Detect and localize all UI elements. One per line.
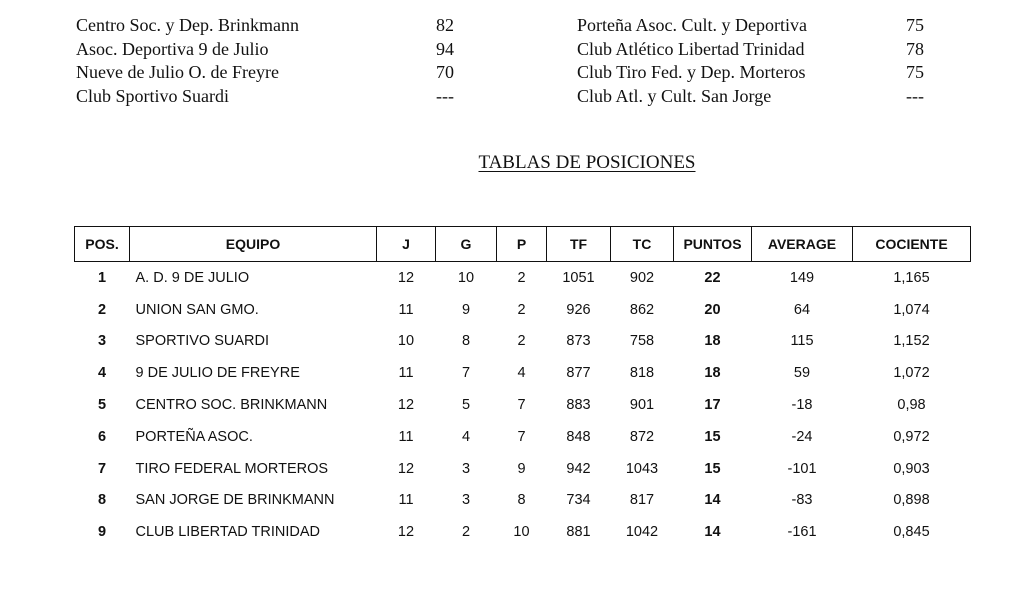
- cell-average: 64: [793, 301, 811, 318]
- cell-pos: 1: [97, 269, 107, 286]
- cell-points-against: 902: [629, 269, 655, 286]
- cell-average: 115: [790, 333, 814, 350]
- cell-pos: 3: [97, 333, 107, 350]
- cell-points: 22: [704, 269, 721, 286]
- cell-quotient: 0,972: [893, 428, 930, 445]
- cell-average: -101: [787, 460, 817, 477]
- cell-points: 15: [704, 460, 721, 477]
- right-score: 75: [906, 15, 924, 35]
- col-header-points: PUNTOS: [674, 227, 752, 262]
- cell-average: -18: [791, 397, 813, 414]
- cell-points-for: 1051: [562, 269, 595, 286]
- cell-lost: 8: [517, 492, 526, 509]
- col-header-won: G: [436, 227, 497, 262]
- cell-points-for: 881: [566, 524, 591, 541]
- cell-points: 15: [704, 428, 721, 445]
- right-team: Club Atl. y Cult. San Jorge: [577, 86, 772, 106]
- result-row: [0, 60, 1024, 84]
- col-header-points-for: TF: [547, 227, 611, 262]
- cell-points: 18: [704, 333, 721, 350]
- cell-points-against: 1043: [625, 460, 659, 477]
- cell-points-against: 862: [629, 301, 655, 318]
- cell-points-for: 883: [566, 397, 591, 414]
- cell-points-for: 848: [566, 428, 591, 445]
- cell-quotient: 1,072: [893, 365, 930, 382]
- results-section: [0, 0, 1024, 120]
- cell-won: 8: [461, 333, 471, 350]
- col-header-average: AVERAGE: [752, 227, 853, 262]
- table-row: [75, 485, 971, 517]
- left-score: 82: [436, 15, 454, 35]
- cell-quotient: 0,845: [893, 524, 930, 541]
- cell-team: UNION SAN GMO.: [135, 301, 259, 318]
- cell-team: TIRO FEDERAL MORTEROS: [135, 460, 329, 477]
- cell-lost: 10: [513, 524, 530, 541]
- cell-won: 10: [457, 269, 475, 286]
- result-row: [0, 84, 1024, 108]
- cell-points: 14: [704, 492, 721, 509]
- standings-title: TABLAS DE POSICIONES: [478, 152, 696, 173]
- left-score: ---: [436, 86, 454, 106]
- cell-pos: 8: [97, 492, 107, 509]
- cell-quotient: 1,165: [893, 269, 930, 286]
- cell-average: 59: [793, 365, 811, 382]
- cell-lost: 7: [517, 428, 526, 445]
- cell-pos: 4: [97, 365, 107, 382]
- table-row: [75, 453, 971, 485]
- cell-played: 11: [398, 301, 414, 318]
- table-row: [75, 262, 971, 294]
- col-header-team: EQUIPO: [130, 227, 377, 262]
- cell-average: -161: [787, 524, 817, 541]
- col-header-played: J: [377, 227, 436, 262]
- cell-pos: 2: [97, 301, 107, 318]
- header-row: [75, 227, 971, 262]
- cell-pos: 7: [97, 460, 107, 477]
- cell-played: 10: [397, 333, 415, 350]
- right-team: Porteña Asoc. Cult. y Deportiva: [577, 15, 807, 35]
- cell-points-for: 873: [566, 333, 591, 350]
- cell-points: 17: [704, 397, 721, 414]
- cell-lost: 2: [517, 269, 526, 286]
- left-score: 94: [436, 39, 454, 59]
- cell-points-against: 872: [629, 428, 655, 445]
- cell-won: 5: [461, 397, 471, 414]
- cell-points-for: 877: [566, 365, 591, 382]
- cell-points-against: 817: [629, 492, 655, 509]
- table-row: [75, 389, 971, 421]
- cell-points-against: 818: [629, 365, 655, 382]
- cell-played: 12: [397, 269, 415, 286]
- col-header-pos: POS.: [75, 227, 130, 262]
- cell-average: -24: [791, 428, 813, 445]
- cell-team: SAN JORGE DE BRINKMANN: [135, 492, 335, 509]
- cell-lost: 9: [517, 460, 526, 477]
- cell-quotient: 1,074: [893, 301, 930, 318]
- left-team: Centro Soc. y Dep. Brinkmann: [76, 15, 299, 35]
- cell-won: 3: [461, 492, 471, 509]
- cell-lost: 4: [517, 365, 526, 382]
- cell-points-for: 942: [566, 460, 591, 477]
- cell-team: PORTEÑA ASOC.: [135, 428, 253, 445]
- cell-average: -83: [791, 492, 813, 509]
- cell-won: 2: [461, 524, 471, 541]
- cell-pos: 6: [97, 428, 107, 445]
- cell-pos: 5: [97, 397, 107, 414]
- cell-won: 4: [461, 428, 471, 445]
- cell-average: 149: [789, 269, 815, 286]
- cell-played: 11: [398, 365, 414, 382]
- table-row: [75, 326, 971, 358]
- cell-team: A. D. 9 DE JULIO: [135, 269, 250, 286]
- cell-points-for: 734: [566, 492, 591, 509]
- cell-points-against: 901: [629, 397, 655, 414]
- cell-won: 7: [461, 365, 471, 382]
- cell-played: 12: [397, 460, 415, 477]
- cell-lost: 2: [517, 333, 526, 350]
- cell-played: 12: [397, 524, 415, 541]
- cell-points-for: 926: [566, 301, 591, 318]
- result-row: [0, 13, 1024, 37]
- right-score: 75: [906, 62, 924, 82]
- cell-team: 9 DE JULIO DE FREYRE: [135, 365, 300, 382]
- cell-quotient: 0,903: [893, 460, 930, 477]
- cell-quotient: 0,898: [893, 492, 930, 509]
- standings-table: [74, 226, 971, 548]
- cell-won: 3: [461, 460, 471, 477]
- cell-points-against: 1042: [625, 524, 659, 541]
- col-header-lost: P: [497, 227, 547, 262]
- cell-pos: 9: [97, 524, 107, 541]
- cell-points-against: 758: [629, 333, 655, 350]
- cell-played: 11: [398, 492, 414, 509]
- right-team: Club Atlético Libertad Trinidad: [577, 39, 805, 59]
- cell-team: SPORTIVO SUARDI: [135, 333, 269, 350]
- cell-quotient: 1,152: [893, 333, 930, 350]
- cell-quotient: 0,98: [897, 397, 926, 414]
- left-team: Asoc. Deportiva 9 de Julio: [76, 39, 269, 59]
- result-row: [0, 37, 1024, 61]
- cell-points: 20: [704, 301, 721, 318]
- table-row: [75, 421, 971, 453]
- left-score: 70: [436, 62, 454, 82]
- right-score: 78: [906, 39, 924, 59]
- cell-won: 9: [461, 301, 471, 318]
- table-row: [75, 516, 971, 548]
- col-header-points-against: TC: [611, 227, 674, 262]
- cell-points: 14: [704, 524, 721, 541]
- cell-played: 11: [398, 428, 414, 445]
- cell-team: CLUB LIBERTAD TRINIDAD: [135, 524, 321, 541]
- table-row: [75, 357, 971, 389]
- table-row: [75, 294, 971, 326]
- right-team: Club Tiro Fed. y Dep. Morteros: [577, 62, 806, 82]
- cell-lost: 2: [517, 301, 526, 318]
- left-team: Club Sportivo Suardi: [76, 86, 230, 106]
- cell-points: 18: [704, 365, 721, 382]
- left-team: Nueve de Julio O. de Freyre: [76, 62, 279, 82]
- col-header-quotient: COCIENTE: [853, 227, 971, 262]
- cell-played: 12: [397, 397, 415, 414]
- cell-lost: 7: [517, 397, 526, 414]
- right-score: ---: [906, 86, 924, 106]
- cell-team: CENTRO SOC. BRINKMANN: [135, 397, 328, 414]
